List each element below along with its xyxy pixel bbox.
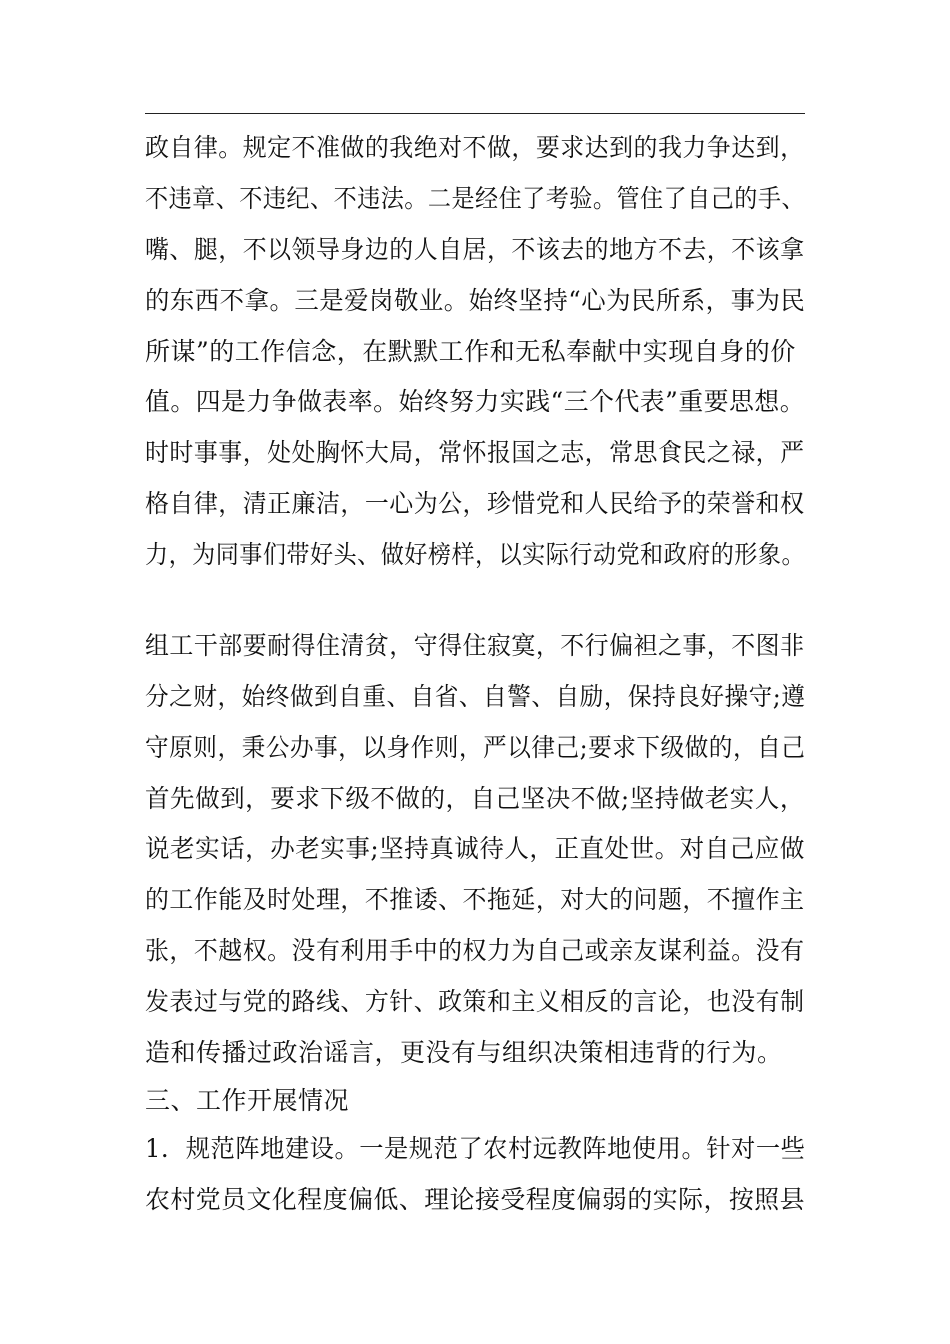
- header-rule: [145, 113, 805, 114]
- paragraph-line: 不违章、不违纪、不违法。二是经住了考验。管住了自己的手、: [145, 184, 806, 213]
- paragraph-line: 格自律，清正廉洁，一心为公，珍惜党和人民给予的荣誉和权: [145, 489, 805, 518]
- paragraph-line: 造和传播过政治谣言，更没有与组织决策相违背的行为。: [145, 1038, 783, 1067]
- paragraph-line: 力，为同事们带好头、做好榜样，以实际行动党和政府的形象。: [145, 540, 806, 569]
- paragraph-line: 的东西不拿。三是爱岗敬业。始终坚持“心为民所系，事为民: [145, 286, 806, 315]
- paragraph-line: 分之财，始终做到自重、自省、自警、自励，保持良好操守;遵: [145, 682, 806, 711]
- paragraph-line: 守原则，秉公办事，以身作则，严以律己;要求下级做的，自己: [145, 733, 806, 762]
- paragraph-line: 农村党员文化程度偏低、理论接受程度偏弱的实际，按照县: [145, 1185, 806, 1214]
- paragraph-line: 说老实话，办老实事;坚持真诚待人，正直处世。对自己应做: [145, 834, 805, 863]
- paragraph-line: 的工作能及时处理，不推诿、不拖延，对大的问题，不擅作主: [145, 885, 805, 914]
- paragraph-line: 嘴、腿，不以领导身边的人自居，不该去的地方不去，不该拿: [145, 235, 805, 264]
- paragraph-line: 发表过与党的路线、方针、政策和主义相反的言论，也没有制: [145, 987, 805, 1016]
- section-heading: 三、工作开展情况: [145, 1086, 350, 1115]
- paragraph-line: 首先做到，要求下级不做的，自己坚决不做;坚持做老实人，: [145, 784, 805, 813]
- paragraph-line: 时时事事，处处胸怀大局，常怀报国之志，常思食民之禄，严: [145, 438, 805, 467]
- paragraph-line: 政自律。规定不准做的我绝对不做，要求达到的我力争达到，: [145, 133, 805, 162]
- paragraph-line: 张，不越权。没有利用手中的权力为自己或亲友谋利益。没有: [145, 936, 805, 965]
- paragraph-line: 所谋”的工作信念，在默默工作和无私奉献中实现自身的价: [145, 337, 796, 366]
- paragraph-line: 值。四是力争做表率。始终努力实践“三个代表”重要思想。: [145, 387, 806, 416]
- paragraph-line: 组工干部要耐得住清贫，守得住寂寞，不行偏袒之事，不图非: [145, 631, 805, 660]
- paragraph-line: 1．规范阵地建设。一是规范了农村远教阵地使用。针对一些: [145, 1134, 806, 1163]
